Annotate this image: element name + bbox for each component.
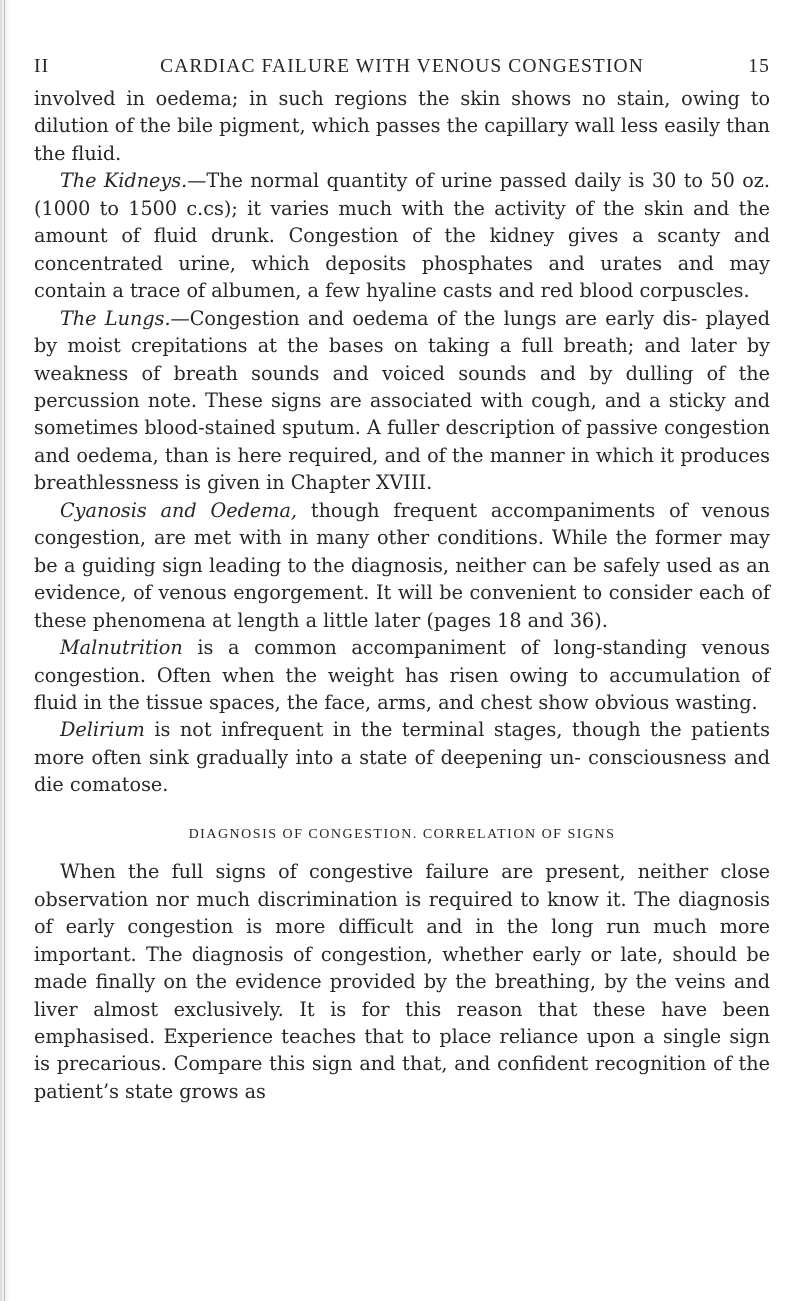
- paragraph-delirium: [34, 716, 770, 798]
- paragraph-delirium-text: is not infrequent in the terminal stages, though the patients more often sink gradually into a state of deepening un- consciousness and die comatose.: [34, 718, 770, 797]
- paragraph-bile-pigment: involved in oedema; in such regions the skin shows no stain, owing to dilution of the bile pigment, which passes the capillary wall less easily than the fluid.: [34, 87, 770, 165]
- paragraph-lungs: [34, 305, 770, 497]
- section-heading: DIAGNOSIS OF CONGESTION. CORRELATION OF SIGNS: [188, 826, 616, 842]
- term-malnutrition: Malnutrition: [60, 636, 183, 660]
- chapter-number: II: [34, 56, 50, 77]
- paragraph-malnutrition-text: is a common accompaniment of long-standing venous congestion. Often when the weight has risen owing to accumulation of fluid in the tissue spaces, the face, arms, and chest show obvious wasting.: [34, 636, 770, 714]
- term-delirium: Delirium: [60, 718, 145, 742]
- paragraph-cyanosis-text: though frequent accompaniments of venous congestion, are met with in many other conditions. While the former may be a guiding sign leading to the diagnosis, neither can be safely used as an evidence, of venous engorgement. It will be convenient to consider each of these phenomena at length a little later (pages 18 and 36).: [34, 498, 770, 632]
- running-header: [34, 56, 770, 84]
- term-cyanosis: Cyanosis and Oedema,: [60, 498, 297, 522]
- page-binding-edge: [0, 0, 11, 1301]
- term-kidneys: The Kidneys.: [60, 169, 188, 193]
- paragraph-cyanosis: [34, 497, 770, 634]
- running-title: CARDIAC FAILURE WITH VENOUS CONGESTION: [160, 56, 644, 77]
- paragraph-kidneys: [34, 167, 770, 304]
- paragraph-malnutrition: [34, 634, 770, 716]
- paragraph-kidneys-text: —The normal quantity of urine passed daily is 30 to 50 oz. (1000 to 1500 c.cs); it varies much with the activity of the skin and the amount of fluid drunk. Congestion of the kidney gives a scanty and concentrated urine, which deposits phosphates and urates and may contain a trace of albumen, a few hyaline casts and red blood corpuscles.: [34, 169, 770, 303]
- paragraph-diagnosis: When the full signs of congestive failure are present, neither close observation nor much discrimination is required to know it. The diagnosis of early congestion is more difficult and in the long run much more important. The diagnosis of congestion, whether early or late, should be made finally on the evidence provided by the breathing, by the veins and liver almost exclusively. It is for this reason that these have been emphasised. Experience teaches that to place reliance upon a single sign is precarious. Compare this sign and that, and confident recognition of the patient’s state grows as: [34, 860, 770, 1103]
- paragraph-lungs-text: —Congestion and oedema of the lungs are early dis- played by moist crepitations at the bases on taking a full breath; and later by weakness of breath sounds and voiced sounds and by dulling of the percussion note. These signs are associated with cough, and a sticky and sometimes blood-stained sputum. A fuller description of passive congestion and oedema, than is here required, and of the manner in which it produces breathlessness is given in Chapter XVIII.: [34, 306, 770, 495]
- page-edge-line: [4, 0, 5, 1301]
- page-number: 15: [748, 56, 770, 77]
- page-body: [34, 85, 770, 1105]
- term-lungs: The Lungs.: [60, 306, 171, 330]
